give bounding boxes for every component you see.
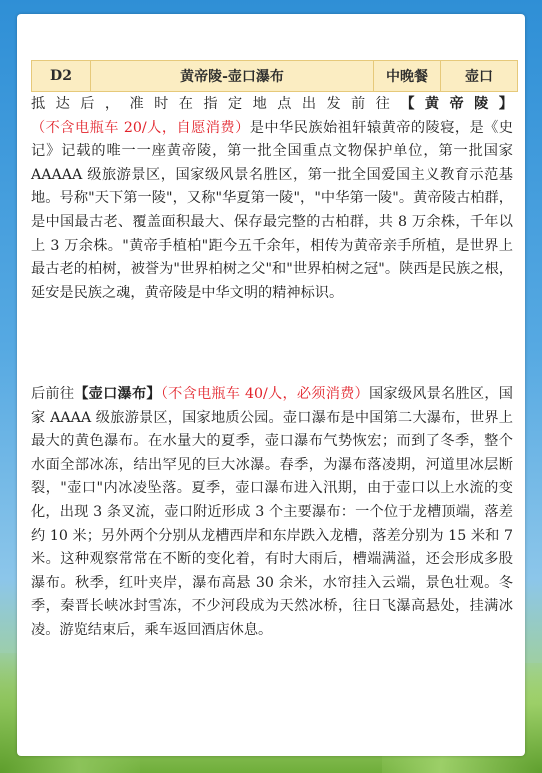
paragraph-body: 是中华民族始祖轩辕黄帝的陵寝，是《史记》记载的唯一一座黄帝陵，第一批全国重点文物保护单位，第一批国家 AAAAA 级旅游景区，国家级风景名胜区，第一批全国爱国主义教育示范基地。号称"天下第一陵"，又称"华夏第一陵"，"中华第一陵"。黄帝陵古柏群，是中国最古老、覆盖面积最大、保存最完整的古柏群，共 8 万余株，千年以上 3 万余株。"黄帝手植柏"距今五千余年，相传为黄帝亲手所植，是世界上最古老的柏树，被誉为"世界柏树之父"和"世界柏树之冠"。陕西是民族之根，延安是民族之魂，黄帝陵是中华文明的精神标识。	[31, 119, 513, 301]
place-name: 【黄帝陵】	[400, 96, 513, 112]
itinerary-header-table	[31, 60, 518, 92]
day-cell: D2	[32, 61, 91, 92]
paragraph-hukou-waterfall	[31, 383, 513, 643]
itinerary-header-row	[32, 61, 518, 92]
meals-cell: 中晚餐	[374, 61, 441, 92]
paragraph-body: 国家级风景名胜区，国家 AAAA 级旅游景区，国家地质公园。壶口瀑布是中国第二大瀑布，世界上最大的黄色瀑布。在水量大的夏季，壶口瀑布气势恢宏；而到了冬季，整个水面全部冰冻，结出罕见的巨大冰瀑。春季，为瀑布落凌期，河道里冰层断裂，"壶口"内冰凌坠落。夏季，壶口瀑布进入汛期，由于壶口以上水流的变化，出现 3 条叉流，壶口附近形成 3 个主要瀑布：一个位于龙槽顶端，落差约 10 米；另外两个分别从龙槽西岸和东岸跌入龙槽，落差分别为 15 米和 7 米。这种观察常常在不断的变化着，有时大雨后，槽端满溢，还会形成多股瀑布。秋季，红叶夹岸，瀑布高悬 30 余米，水帘挂入云端，景色壮观。冬季，秦晋长峡冰封雪冻，不少河段成为天然冰桥，往日飞瀑高悬处，挂满冰凌。游览结束后，乘车返回酒店休息。	[31, 386, 513, 638]
route-cell: 黄帝陵-壶口瀑布	[91, 61, 374, 92]
paragraph-prefix: 后前往	[31, 386, 75, 402]
itinerary-card	[17, 14, 525, 756]
hotel-cell: 壶口	[441, 61, 518, 92]
place-name: 【壶口瀑布】	[74, 386, 161, 402]
paragraph-prefix: 抵达后，准时在指定地点出发前往	[31, 96, 401, 112]
fee-note: （不含电瓶车 40/人，必须消费）	[160, 386, 369, 402]
fee-note: （不含电瓶车 20/人，自愿消费）	[31, 119, 250, 136]
paragraph-huangdi-mausoleum	[31, 93, 513, 305]
